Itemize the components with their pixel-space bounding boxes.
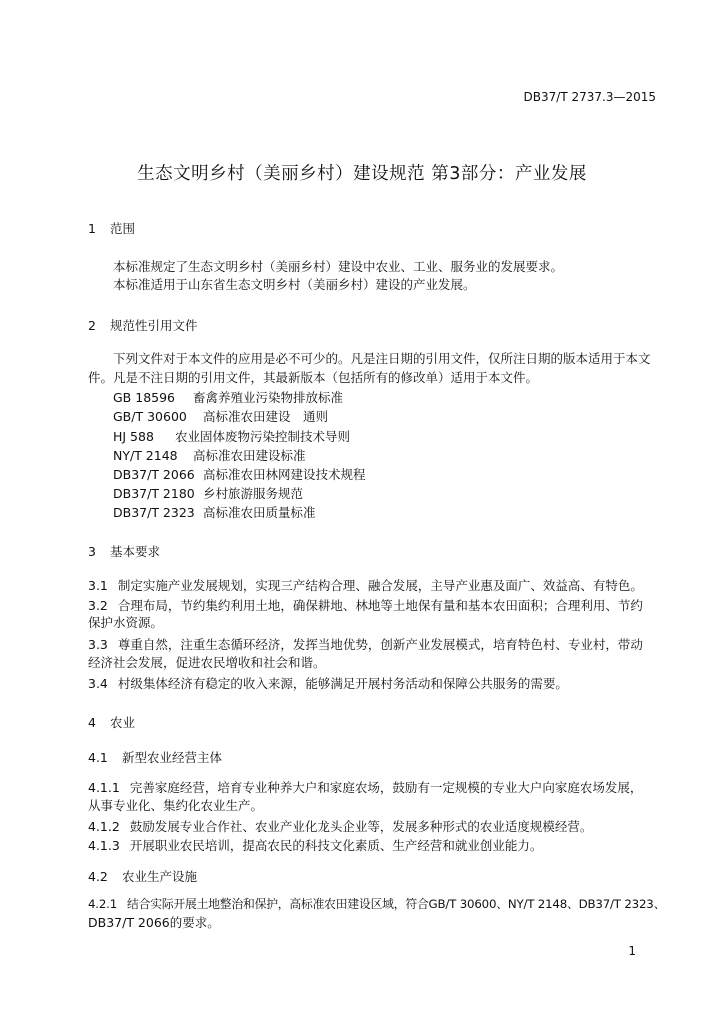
reference-name: 高标准农田质量标准: [203, 505, 316, 520]
reference-code: DB37/T 2323: [113, 505, 195, 520]
clause-text: 尊重自然，注重生态循环经济，发挥当地优势，创新产业发展模式，培育特色村、专业村，带动: [117, 637, 643, 652]
subsection-title: 新型农业经营主体: [121, 750, 222, 765]
clause-number: 4.2.1: [88, 897, 118, 911]
subsection-title: 农业生产设施: [121, 869, 197, 884]
reference-name: 高标准农田建设标准: [193, 448, 306, 463]
reference-item: [113, 427, 350, 445]
paragraph: 本标准规定了生态文明乡村（美丽乡村）建设中农业、工业、服务业的发展要求。: [113, 259, 564, 274]
clause-text: 村级集体经济有稳定的收入来源，能够满足开展村务活动和保障公共服务的需要。: [117, 676, 568, 691]
clause-continuation: 保护水资源。: [88, 615, 164, 630]
reference-item: [113, 446, 306, 464]
clause: [88, 596, 643, 614]
reference-item: [113, 388, 343, 406]
section-title: 范围: [109, 221, 135, 236]
clause: [88, 576, 643, 594]
clause-number: 3.3: [88, 637, 108, 652]
section-heading-3: [88, 542, 160, 560]
clause-continuation: 经济社会发展，促进农民增收和社会和谐。: [88, 655, 326, 670]
clause: [88, 836, 542, 854]
reference-code: GB/T 30600: [113, 409, 187, 424]
clause-number: 4.1.3: [88, 838, 120, 853]
paragraph: 下列文件对于本文件的应用是必不可少的。凡是注日期的引用文件，仅所注日期的版本适用于本文: [113, 351, 651, 366]
document-title: 生态文明乡村（美丽乡村）建设规范 第3部分：产业发展: [137, 164, 587, 184]
clause: [88, 817, 592, 835]
clause-text: 完善家庭经营，培育专业种养大户和家庭农场，鼓励有一定规模的专业大户向家庭农场发展，: [129, 780, 643, 795]
reference-code: NY/T 2148: [113, 448, 178, 463]
reference-item: [113, 503, 316, 521]
reference-name: 乡村旅游服务规范: [203, 486, 304, 501]
clause-text: 开展职业农民培训，提高农民的科技文化素质、生产经营和就业创业能力。: [129, 838, 543, 853]
section-number: 1: [88, 221, 96, 236]
clause-text: 鼓励发展专业合作社、农业产业化龙头企业等，发展多种形式的农业适度规模经营。: [129, 819, 593, 834]
clause-number: 4.1.2: [88, 819, 120, 834]
page-number: 1: [628, 944, 636, 958]
subsection-heading: [88, 748, 222, 766]
clause-text: 结合实际开展土地整治和保护，高标准农田建设区域，符合GB/T 30600、NY/T 2148、DB37/T 2323、: [127, 897, 666, 911]
reference-code: GB 18596: [113, 390, 175, 405]
subsection-number: 4.2: [88, 869, 108, 884]
paragraph-continuation: 件。凡是不注日期的引用文件，其最新版本（包括所有的修改单）适用于本文件。: [88, 370, 539, 385]
reference-item: [113, 407, 328, 425]
clause-number: 3.2: [88, 598, 108, 613]
subsection-heading: [88, 867, 197, 885]
section-title: 规范性引用文件: [109, 318, 198, 333]
reference-name: 畜禽养殖业污染物排放标准: [193, 390, 344, 405]
clause-continuation: DB37/T 2066的要求。: [88, 915, 220, 930]
reference-code: DB37/T 2180: [113, 486, 195, 501]
standard-code: DB37/T 2737.3—2015: [523, 90, 656, 104]
section-title: 农业: [109, 715, 135, 730]
section-title: 基本要求: [109, 544, 160, 559]
reference-name: 农业固体废物污染控制技术导则: [175, 429, 351, 444]
clause-text: 合理布局，节约集约利用土地，确保耕地、林地等土地保有量和基本农田面积；合理利用、节约: [117, 598, 643, 613]
clause-text: 制定实施产业发展规划，实现三产结构合理、融合发展，主导产业惠及面广、效益高、有特色。: [117, 578, 643, 593]
clause-continuation: 从事专业化、集约化农业生产。: [88, 798, 264, 813]
reference-code: DB37/T 2066: [113, 467, 195, 482]
paragraph: 本标准适用于山东省生态文明乡村（美丽乡村）建设的产业发展。: [113, 277, 476, 292]
clause-number: 4.1.1: [88, 780, 120, 795]
reference-code: HJ 588: [113, 429, 154, 444]
clause: [88, 635, 643, 653]
section-number: 2: [88, 318, 96, 333]
reference-item: [113, 465, 366, 483]
clause-number: 3.4: [88, 676, 108, 691]
subsection-number: 4.1: [88, 750, 108, 765]
section-heading-1: [88, 219, 135, 237]
clause: [88, 895, 665, 912]
section-number: 4: [88, 715, 96, 730]
section-number: 3: [88, 544, 96, 559]
reference-item: [113, 484, 303, 502]
reference-name: 高标准农田林网建设技术规程: [203, 467, 366, 482]
section-heading-4: [88, 713, 135, 731]
clause-number: 3.1: [88, 578, 108, 593]
reference-name: 高标准农田建设 通则: [203, 409, 329, 424]
clause: [88, 778, 642, 796]
section-heading-2: [88, 316, 198, 334]
clause: [88, 674, 568, 692]
